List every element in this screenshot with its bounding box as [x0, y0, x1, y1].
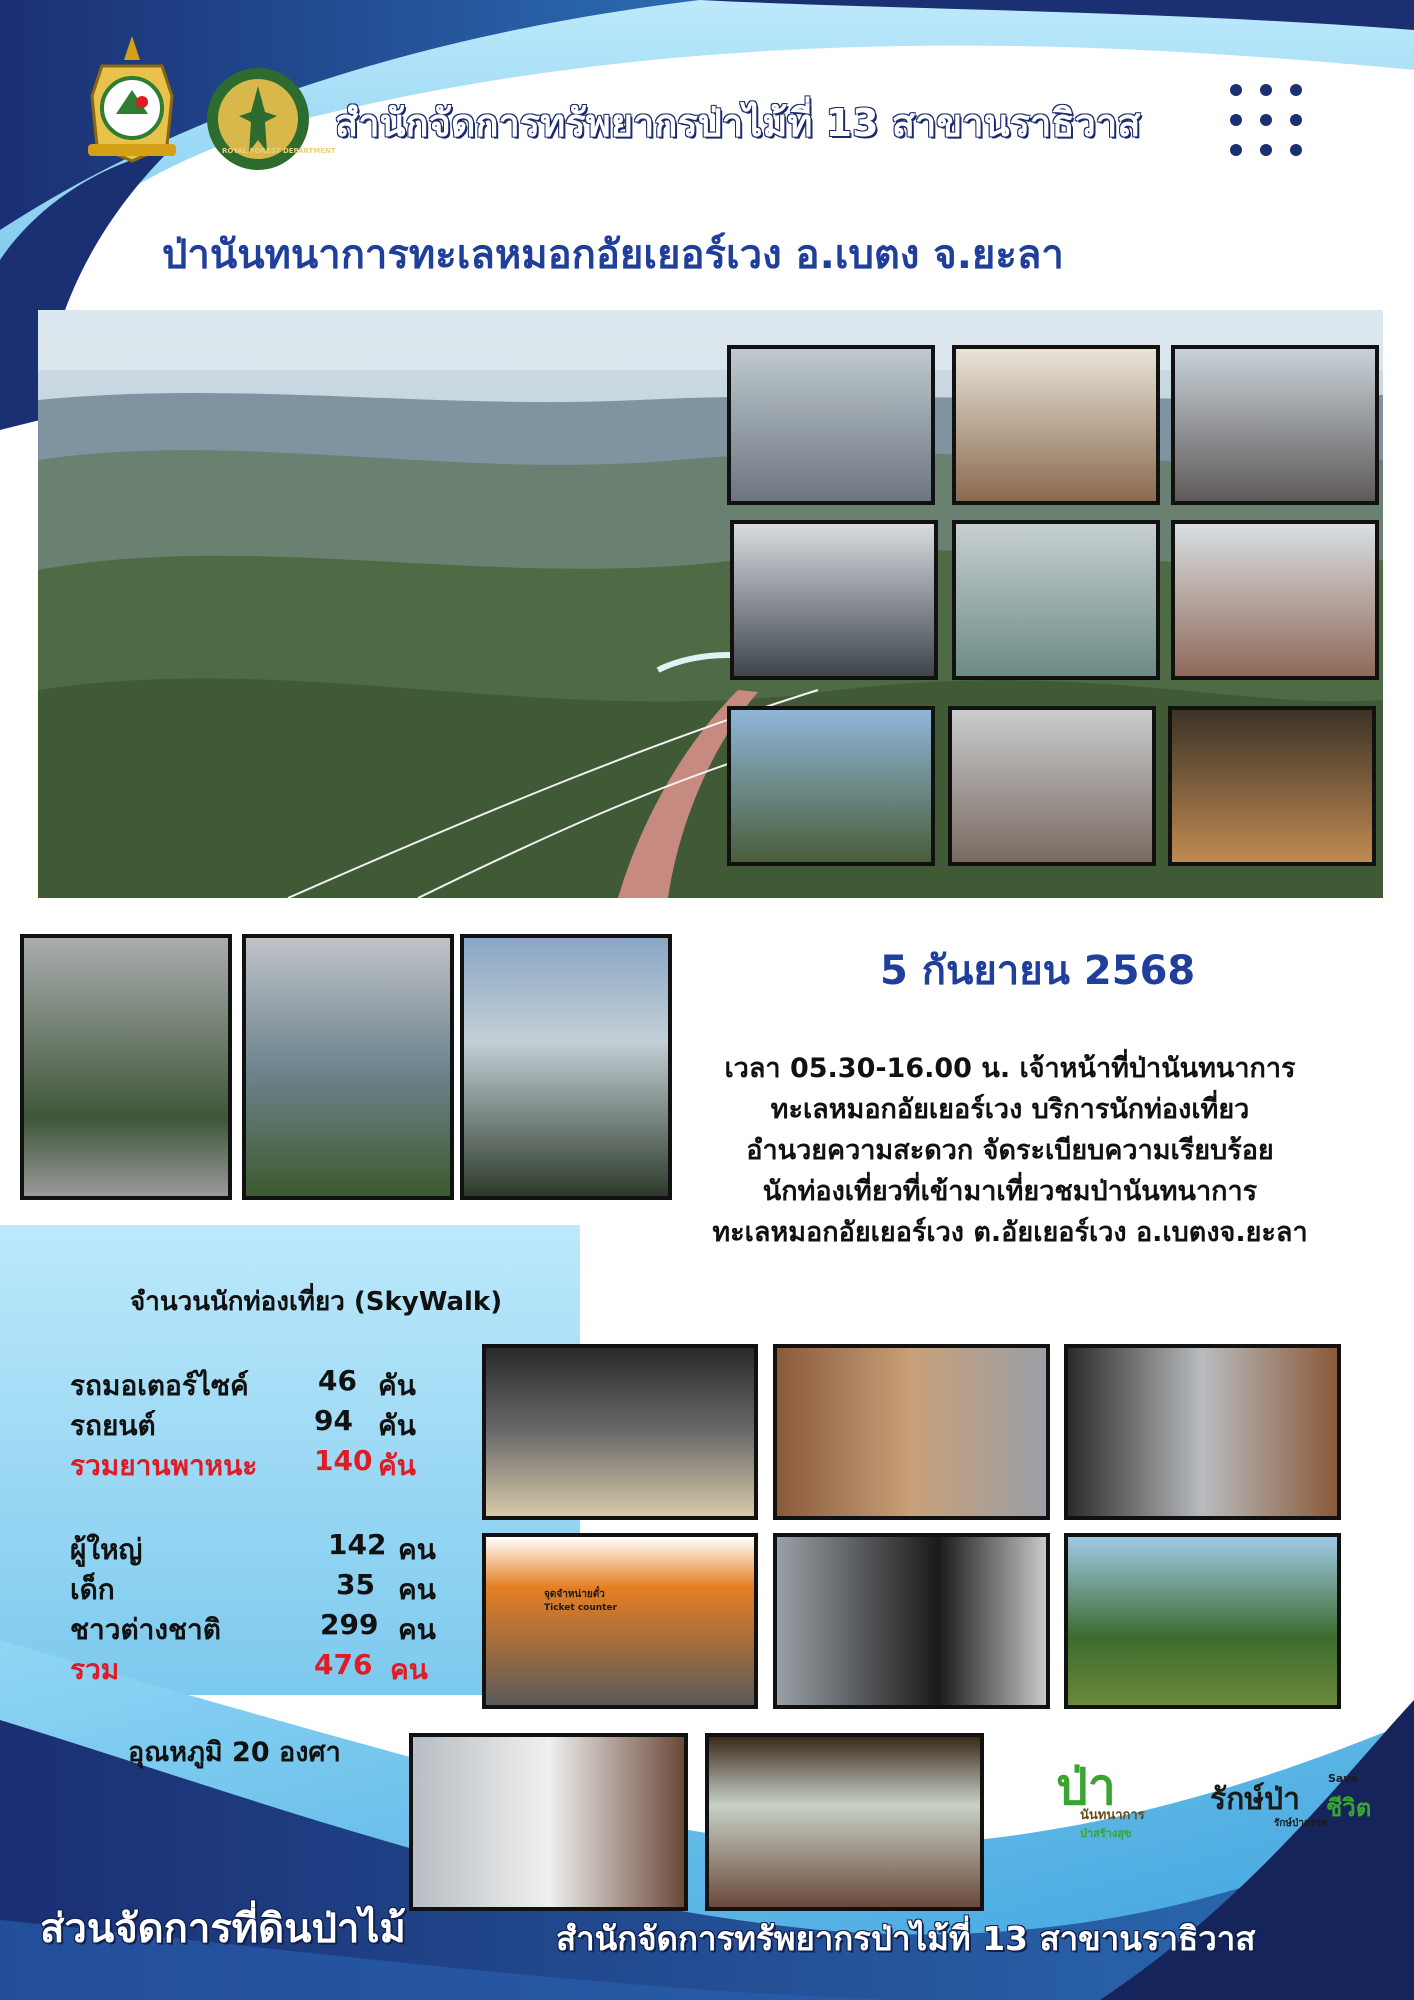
photo-staff-doorway: [773, 1533, 1050, 1709]
temperature-text: อุณหภูมิ 20 องศา: [128, 1737, 341, 1768]
photo-staff-cleaning-glass: [409, 1733, 688, 1911]
save-forest-logo-save: Save: [1328, 1772, 1358, 1785]
save-forest-logo-main: รักษ์ป่า: [1210, 1782, 1300, 1817]
event-date: 5 กันยายน 2568: [880, 948, 1196, 994]
recreation-logo-main: ป่า: [1056, 1758, 1116, 1816]
stat-unit-vehicle-total: คัน: [378, 1449, 416, 1482]
stat-label-adult: ผู้ใหญ่: [70, 1533, 143, 1566]
photo-entrance-gate-night: [1168, 706, 1376, 866]
stat-unit-child: คน: [398, 1573, 436, 1606]
photo-ticket-counter: [482, 1533, 758, 1709]
stat-value-child: 35: [336, 1568, 375, 1601]
photo-visitor-hall: [952, 345, 1160, 505]
stat-unit-motorcycle: คัน: [378, 1369, 416, 1402]
photo-glass-walkway-fog: [952, 520, 1160, 680]
stat-label-child: เด็ก: [70, 1573, 115, 1606]
footer-office-name: สำนักจัดการทรัพยากรป่าไม้ที่ 13 สาขานราธิวาส: [556, 1919, 1256, 1958]
stat-value-adult: 142: [328, 1528, 387, 1561]
recreation-logo-sub: นันทนาการ: [1080, 1808, 1145, 1823]
stat-unit-car: คัน: [378, 1409, 416, 1442]
forest-department-logo: [205, 66, 311, 172]
photo-skywalk-visitors-2: [1171, 345, 1379, 505]
description-line: เวลา 05.30-16.00 น. เจ้าหน้าที่ป่านันทนาการ: [724, 1053, 1296, 1084]
description-line: อำนวยความสะดวก จัดระเบียบความเรียบร้อย: [746, 1135, 1274, 1166]
save-forest-logo-tag: รักษ์ป่าสรรพ: [1274, 1818, 1328, 1829]
photo-staff-grass-cutting: [1064, 1533, 1341, 1709]
stat-unit-foreigner: คน: [398, 1613, 436, 1646]
save-forest-logo: [1210, 1772, 1380, 1852]
recreation-forest-logo: [1040, 1748, 1160, 1858]
stat-value-car: 94: [314, 1404, 353, 1437]
stat-value-motorcycle: 46: [318, 1364, 357, 1397]
photo-mountain-view: [242, 934, 454, 1200]
photo-tower-fog: [1171, 520, 1379, 680]
office-title: สำนักจัดการทรัพยากรป่าไม้ที่ 13 สาขานราธิวาส: [335, 101, 1141, 145]
recreation-logo-tag: ป่าสร้างสุข: [1080, 1827, 1132, 1840]
park-title: ป่านันทนาการทะเลหมอกอัยเยอร์เวง อ.เบตง จ.ยะลา: [162, 232, 1064, 278]
stat-label-car: รถยนต์: [70, 1409, 156, 1442]
photo-fog-over-trees: [20, 934, 232, 1200]
photo-skywalk-visitors-1: [727, 345, 935, 505]
stat-unit-adult: คน: [398, 1533, 436, 1566]
stat-label-vehicle-total: รวมยานพาหนะ: [70, 1449, 258, 1482]
description-line: ทะเลหมอกอัยเยอร์เวง ต.อัยเยอร์เวง อ.เบตงจ.ยะลา: [712, 1217, 1308, 1248]
stat-value-visitor-total: 476: [314, 1648, 373, 1681]
stat-label-visitor-total: รวม: [70, 1653, 120, 1686]
stat-label-foreigner: ชาวต่างชาติ: [70, 1613, 221, 1646]
footer-division-name: ส่วนจัดการที่ดินป่าไม้: [40, 1906, 406, 1952]
photo-staff-cleaning-floor: [705, 1733, 984, 1911]
stat-label-motorcycle: รถมอเตอร์ไซค์: [70, 1369, 249, 1402]
description-line: นักท่องเที่ยวที่เข้ามาเที่ยวชมป่านันทนาการ: [762, 1176, 1258, 1207]
stat-value-foreigner: 299: [320, 1608, 379, 1641]
ticket-counter-sign-th: จุดจำหน่ายตั๋ว: [544, 1589, 605, 1600]
stat-unit-visitor-total: คน: [390, 1653, 428, 1686]
ticket-counter-sign-en: Ticket counter: [544, 1603, 618, 1613]
ministry-emblem-logo: [72, 36, 192, 166]
description-line: ทะเลหมอกอัยเยอร์เวง บริการนักท่องเที่ยว: [770, 1094, 1250, 1125]
photo-foggy-path: [948, 706, 1156, 866]
event-description: [640, 1048, 1380, 1253]
stat-value-vehicle-total: 140: [314, 1444, 373, 1477]
photo-sunrise-crowd: [730, 520, 938, 680]
forest-department-logo-text: ROYAL FOREST DEPARTMENT: [222, 147, 336, 155]
photo-visitors-waiting: [773, 1344, 1050, 1520]
photo-viewpoint-trees: [727, 706, 935, 866]
dot-grid-decoration: [1224, 82, 1308, 162]
photo-staff-cleaning-hall: [1064, 1344, 1341, 1520]
stats-title: จำนวนนักท่องเที่ยว (SkyWalk): [130, 1287, 503, 1317]
save-forest-logo-life: ชีวิต: [1326, 1794, 1372, 1822]
photo-staff-ticket-gate: [482, 1344, 758, 1520]
